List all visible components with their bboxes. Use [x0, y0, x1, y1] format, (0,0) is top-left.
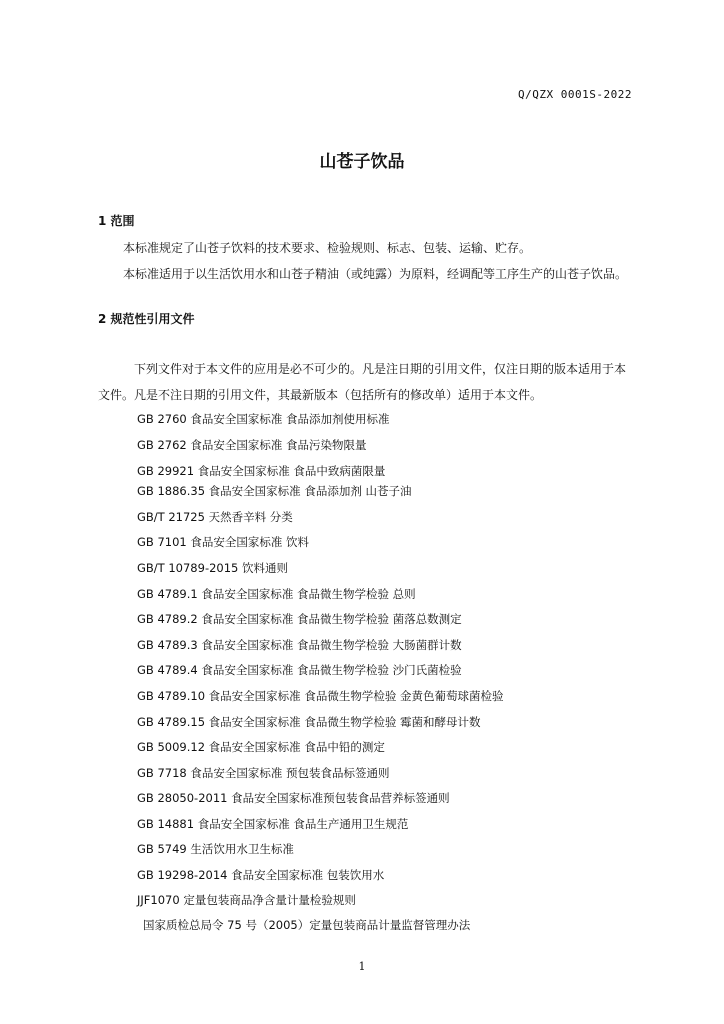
reference-item: GB 14881 食品安全国家标准 食品生产通用卫生规范 [137, 817, 409, 831]
reference-item: GB 4789.3 食品安全国家标准 食品微生物学检验 大肠菌群计数 [137, 638, 462, 652]
reference-item: GB 4789.1 食品安全国家标准 食品微生物学检验 总则 [137, 587, 416, 601]
references-intro-line-2: 文件。凡是不注日期的引用文件，其最新版本（包括所有的修改单）适用于本文件。 [98, 388, 543, 402]
section-1-heading: 1 范围 [98, 214, 135, 228]
reference-item: GB/T 10789-2015 饮料通则 [137, 561, 289, 575]
reference-item: GB 5749 生活饮用水卫生标准 [137, 842, 294, 856]
reference-item: GB 4789.15 食品安全国家标准 食品微生物学检验 霉菌和酵母计数 [137, 715, 481, 729]
reference-item: GB 4789.4 食品安全国家标准 食品微生物学检验 沙门氏菌检验 [137, 663, 462, 677]
reference-item: GB 29921 食品安全国家标准 食品中致病菌限量 [137, 464, 386, 478]
reference-item: GB 2762 食品安全国家标准 食品污染物限量 [137, 438, 367, 452]
reference-item: GB 7718 食品安全国家标准 预包装食品标签通则 [137, 766, 390, 780]
reference-item: GB 2760 食品安全国家标准 食品添加剂使用标准 [137, 412, 390, 426]
reference-item: GB/T 21725 天然香辛料 分类 [137, 510, 293, 524]
reference-item: GB 28050-2011 食品安全国家标准预包装食品营养标签通则 [137, 791, 450, 805]
reference-item: GB 7101 食品安全国家标准 饮料 [137, 535, 310, 549]
document-code: Q/QZX 0001S-2022 [518, 88, 632, 101]
reference-item: JJF1070 定量包装商品净含量计量检验规则 [137, 893, 356, 907]
document-title: 山苍子饮品 [319, 152, 405, 172]
reference-item: GB 1886.35 食品安全国家标准 食品添加剂 山苍子油 [137, 484, 412, 498]
references-intro-line-1: 下列文件对于本文件的应用是必不可少的。凡是注日期的引用文件，仅注日期的版本适用于本 [134, 362, 627, 376]
scope-paragraph-2: 本标准适用于以生活饮用水和山苍子精油（或纯露）为原料，经调配等工序生产的山苍子饮品。 [123, 267, 628, 281]
reference-item: GB 5009.12 食品安全国家标准 食品中铅的测定 [137, 740, 385, 754]
reference-item: GB 19298-2014 食品安全国家标准 包装饮用水 [137, 868, 385, 882]
scope-paragraph-1: 本标准规定了山苍子饮料的技术要求、检验规则、标志、包装、运输、贮存。 [123, 241, 532, 255]
section-2-heading: 2 规范性引用文件 [98, 312, 195, 326]
page-number: 1 [358, 960, 366, 973]
reference-item: 国家质检总局令 75 号（2005）定量包装商品计量监督管理办法 [143, 918, 471, 932]
reference-item: GB 4789.2 食品安全国家标准 食品微生物学检验 菌落总数测定 [137, 612, 462, 626]
reference-item: GB 4789.10 食品安全国家标准 食品微生物学检验 金黄色葡萄球菌检验 [137, 689, 504, 703]
